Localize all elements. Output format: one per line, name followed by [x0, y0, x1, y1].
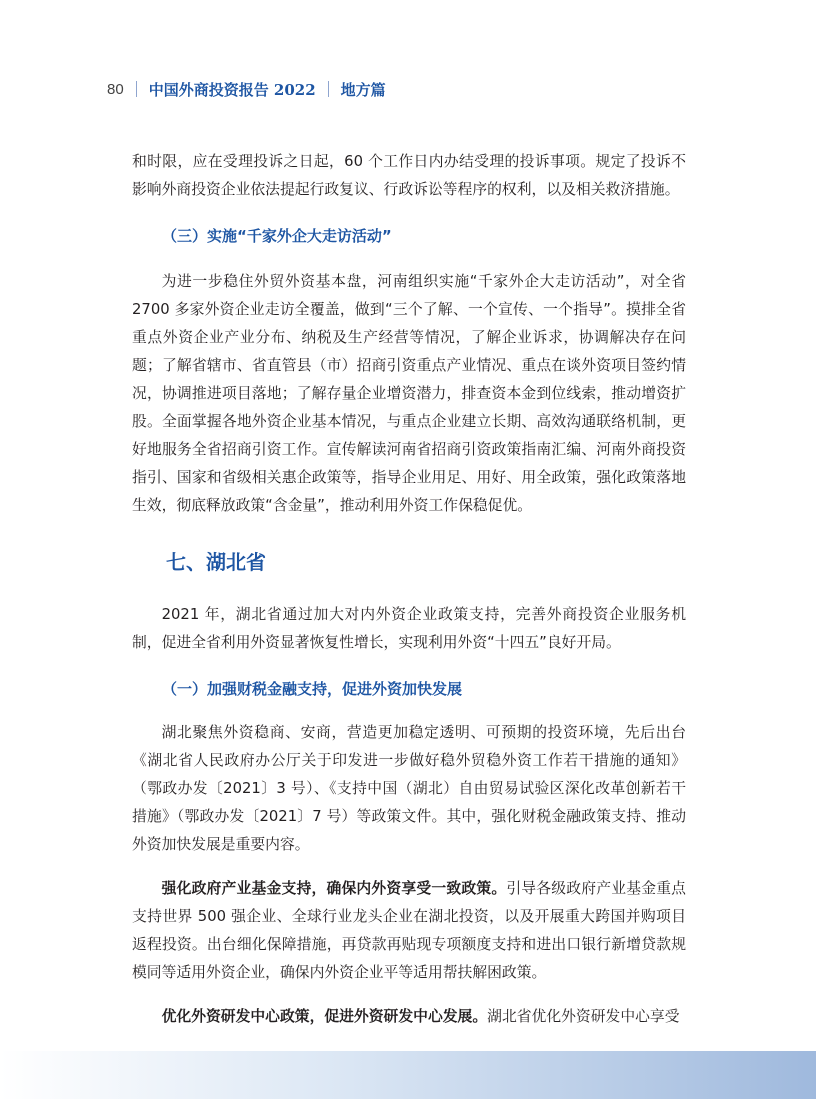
section-name: 地方篇: [340, 80, 386, 99]
paragraph-lead: 优化外资研发中心政策，促进外资研发中心发展。: [161, 1008, 488, 1025]
running-header: [107, 76, 386, 102]
paragraph-hubei-intro: 2021 年，湖北省通过加大对内外资企业政策支持，完善外商投资企业服务机制，促进全省利用外资显著恢复性增长，实现利用外资“十四五”良好开局。: [132, 606, 686, 651]
paragraph-lead: 强化政府产业基金支持，确保内外资享受一致政策。: [161, 880, 507, 897]
paragraph-hubei-policies: 湖北聚焦外资稳商、安商，营造更加稳定透明、可预期的投资环境，先后出台《湖北省人民政府办公厅关于印发进一步做好稳外贸稳外资工作若干措施的通知》（鄂政办发〔2021〕3 号）、《支持中国（湖北）自由贸易试验区深化改革创新若干措施》（鄂政办发〔2021〕7 号）等政策文件。其中，强化财税金融政策支持、推动外资加快发展是重要内容。: [132, 724, 686, 853]
footer-gradient-band: [0, 1051, 816, 1099]
paragraph-henan-visits: 为进一步稳住外贸外资基本盘，河南组织实施“千家外企大走访活动”，对全省 2700 多家外资企业走访全覆盖，做到“三个了解、一个宣传、一个指导”。摸排全省重点外资企业产业分布、纳税及生产经营等情况，了解企业诉求，协调解决存在问题；了解省辖市、省直管县（市）招商引资重点产业情况、重点在谈外资项目签约情况，协调推进项目落地；了解存量企业增资潜力，排查资本金到位线索，推动增资扩股。全面掌握各地外资企业基本情况，与重点企业建立长期、高效沟通联络机制，更好地服务全省招商引资工作。宣传解读河南省招商引资政策指南汇编、河南外商投资指引、国家和省级相关惠企政策等，指导企业用足、用好、用全政策，强化政策落地生效，彻底释放政策“含金量”，推动利用外资工作保稳促优。: [132, 273, 686, 514]
page-body: [132, 148, 686, 1031]
page-number: 80: [107, 80, 124, 98]
paragraph-text: 引导各级政府产业基金重点支持世界 500 强企业、全球行业龙头企业在湖北投资，以及开展重大跨国并购项目返程投资。出台细化保障措施，再贷款再贴现专项额度支持和进出口银行新增贷款规模同等适用外资企业，确保内外资企业平等适用帮扶解困政策。: [132, 880, 686, 981]
paragraph-continuation: 和时限，应在受理投诉之日起，60 个工作日内办结受理的投诉事项。规定了投诉不影响外商投资企业依法提起行政复议、行政诉讼等程序的权利，以及相关救济措施。: [132, 153, 686, 198]
paragraph-industry-fund: [132, 875, 686, 987]
paragraph-text: 湖北省优化外资研发中心享受: [487, 1008, 680, 1025]
subheading-one: （一）加强财税金融支持，促进外资加快发展: [162, 680, 463, 698]
paragraph-rd-center: [132, 1003, 686, 1031]
section-heading-hubei: 七、湖北省: [166, 550, 266, 574]
subheading-three: （三）实施“千家外企大走访活动”: [162, 227, 392, 245]
book-title: 中国外商投资报告 2022: [148, 80, 316, 99]
header-divider: [328, 81, 329, 97]
header-divider: [136, 81, 137, 97]
